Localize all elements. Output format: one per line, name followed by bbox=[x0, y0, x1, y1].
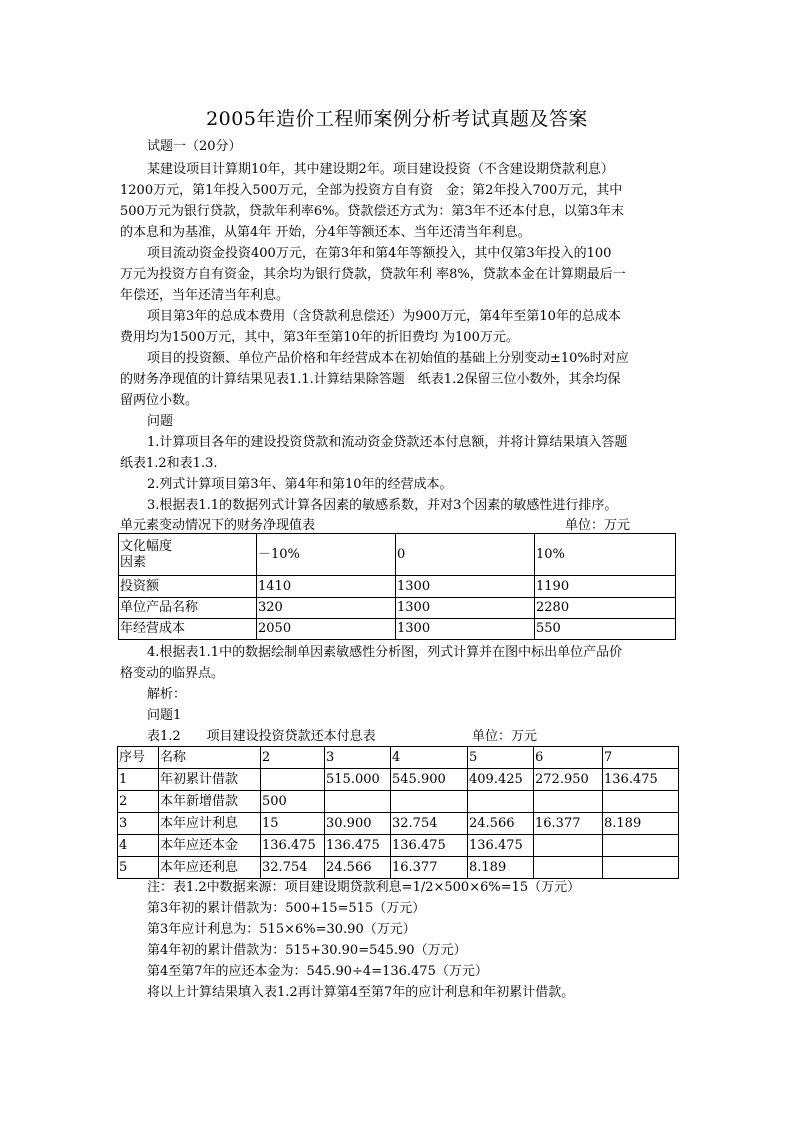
factor-cell: 年经营成本 bbox=[119, 619, 257, 640]
paragraph-line: 1200万元，第1年投入500万元，全部为投资方自有资 金；第2年投入700万元，其中 bbox=[120, 183, 623, 198]
value-cell: 1190 bbox=[535, 576, 676, 598]
question-line: 3.根据表1.1的数据列式计算各因素的敏感系数，并对3个因素的敏感性进行排序。 bbox=[147, 498, 618, 513]
table-cell: 545.900 bbox=[391, 769, 468, 791]
header-cell: 2 bbox=[261, 747, 325, 769]
table-cell bbox=[534, 791, 603, 813]
paragraph-line: 500万元为银行贷款，贷款年利率6%。贷款偿还方式为：第3年不还本付息，以第3年末 bbox=[120, 204, 624, 219]
table-cell: 15 bbox=[261, 813, 325, 835]
questions-heading: 问题 bbox=[147, 414, 174, 429]
header-cell bbox=[119, 534, 257, 576]
value-cell: 1300 bbox=[396, 598, 535, 619]
table-cell: 5 bbox=[118, 857, 159, 879]
table2-caption: 表1.2 项目建设投资贷款还本付息表 bbox=[147, 729, 376, 744]
table-row bbox=[118, 813, 679, 835]
paragraph-line: 项目第3年的总成本费用（含贷款利息偿还）为900万元，第4年至第10年的总成本 bbox=[147, 309, 621, 324]
table-cell: 272.950 bbox=[534, 769, 603, 791]
question1-heading: 试题一（20分） bbox=[147, 139, 242, 154]
table-cell bbox=[261, 769, 325, 791]
header-cell: 0 bbox=[396, 534, 535, 576]
problem1-heading: 问题1 bbox=[147, 708, 182, 723]
table-cell: 3 bbox=[118, 813, 159, 835]
value-cell: 1300 bbox=[396, 576, 535, 598]
table-cell: 515.000 bbox=[325, 769, 391, 791]
table-cell: 8.189 bbox=[603, 813, 679, 835]
table-row bbox=[118, 835, 679, 857]
table-cell: 8.189 bbox=[468, 857, 534, 879]
analysis-heading: 解析： bbox=[147, 687, 187, 702]
header-cell: 4 bbox=[391, 747, 468, 769]
table-row bbox=[119, 576, 676, 598]
note-line: 第3年应计利息为：515×6%=30.90（万元） bbox=[147, 922, 416, 937]
page-title: 2005年造价工程师案例分析考试真题及答案 bbox=[206, 108, 588, 130]
table2-unit: 单位：万元 bbox=[472, 729, 538, 744]
loan-repayment-table bbox=[117, 746, 679, 879]
value-cell: 1300 bbox=[396, 619, 535, 640]
question-line: 2.列式计算项目第3年、第4年和第10年的经营成本。 bbox=[147, 477, 453, 492]
paragraph-line: 年偿还，当年还清当年利息。 bbox=[120, 288, 290, 303]
table-cell bbox=[391, 791, 468, 813]
table-cell bbox=[534, 835, 603, 857]
question-line: 格变动的临界点。 bbox=[120, 666, 225, 681]
question-line: 纸表1.2和表1.3. bbox=[120, 456, 218, 471]
header-cell: 序号 bbox=[118, 747, 159, 769]
table-cell bbox=[603, 835, 679, 857]
table-cell: 136.475 bbox=[391, 835, 468, 857]
table-cell: 24.566 bbox=[468, 813, 534, 835]
value-cell: 2280 bbox=[535, 598, 676, 619]
header-top-label: 文化幅度 bbox=[120, 538, 173, 554]
table-row bbox=[119, 598, 676, 619]
table-cell: 32.754 bbox=[261, 857, 325, 879]
table-cell: 16.377 bbox=[391, 857, 468, 879]
paragraph-line: 某建设项目计算期10年，其中建设期2年。项目建设投资（不含建设期贷款利息） bbox=[147, 162, 614, 177]
question-line: 4.根据表1.1中的数据绘制单因素敏感性分析图，列式计算并在图中标出单位产品价 bbox=[147, 645, 623, 660]
header-bottom-label: 因素 bbox=[120, 554, 147, 570]
table-cell: 4 bbox=[118, 835, 159, 857]
paragraph-line: 费用均为1500万元，其中，第3年至第10年的折旧费均 为100万元。 bbox=[120, 330, 519, 345]
table-cell: 1 bbox=[118, 769, 159, 791]
table-cell bbox=[603, 791, 679, 813]
paragraph-line: 的财务净现值的计算结果见表1.1.计算结果除答题 纸表1.2保留三位小数外，其余均保 bbox=[120, 372, 621, 387]
table-cell: 年初累计借款 bbox=[159, 769, 261, 791]
factor-cell: 单位产品名称 bbox=[119, 598, 257, 619]
header-cell: 3 bbox=[325, 747, 391, 769]
header-cell: －10% bbox=[257, 534, 396, 576]
table-cell: 本年应还本金 bbox=[159, 835, 261, 857]
table-row bbox=[119, 619, 676, 640]
table-row bbox=[118, 769, 679, 791]
table-row bbox=[118, 791, 679, 813]
paragraph-line: 项目的投资额、单位产品价格和年经营成本在初始值的基础上分别变动±10%时对应 bbox=[147, 351, 629, 366]
table-cell bbox=[603, 857, 679, 879]
table-cell: 24.566 bbox=[325, 857, 391, 879]
value-cell: 1410 bbox=[257, 576, 396, 598]
table-cell bbox=[325, 791, 391, 813]
paragraph-line: 项目流动资金投资400万元，在第3年和第4年等额投入，其中仅第3年投入的100 bbox=[147, 246, 612, 261]
value-cell: 2050 bbox=[257, 619, 396, 640]
factor-cell: 投资额 bbox=[119, 576, 257, 598]
table-header-row bbox=[119, 534, 676, 576]
header-cell: 7 bbox=[603, 747, 679, 769]
header-cell: 5 bbox=[468, 747, 534, 769]
value-cell: 320 bbox=[257, 598, 396, 619]
table-cell bbox=[534, 857, 603, 879]
table-cell: 32.754 bbox=[391, 813, 468, 835]
header-cell: 10% bbox=[535, 534, 676, 576]
table-cell: 136.475 bbox=[261, 835, 325, 857]
table-cell bbox=[468, 791, 534, 813]
table-cell: 16.377 bbox=[534, 813, 603, 835]
note-line: 第4至第7年的应还本金为：545.90÷4=136.475（万元） bbox=[147, 964, 488, 979]
table-cell: 136.475 bbox=[603, 769, 679, 791]
value-cell: 550 bbox=[535, 619, 676, 640]
table1-unit: 单位：万元 bbox=[565, 518, 631, 533]
table-cell: 500 bbox=[261, 791, 325, 813]
table-cell: 本年应还利息 bbox=[159, 857, 261, 879]
question-line: 1.计算项目各年的建设投资贷款和流动资金贷款还本付息额，并将计算结果填入答题 bbox=[147, 435, 628, 450]
table-header-row bbox=[118, 747, 679, 769]
table-cell: 30.900 bbox=[325, 813, 391, 835]
header-cell: 名称 bbox=[159, 747, 261, 769]
table-cell: 136.475 bbox=[325, 835, 391, 857]
note-line: 注：表1.2中数据来源：项目建设期贷款利息=1/2×500×6%=15（万元） bbox=[147, 880, 581, 895]
note-line: 第4年初的累计借款为：515+30.90=545.90（万元） bbox=[147, 943, 467, 958]
table-cell: 136.475 bbox=[468, 835, 534, 857]
table-cell: 本年新增借款 bbox=[159, 791, 261, 813]
note-line: 第3年初的累计借款为：500+15=515（万元） bbox=[147, 901, 426, 916]
sensitivity-table bbox=[118, 533, 676, 640]
table-cell: 409.425 bbox=[468, 769, 534, 791]
note-line: 将以上计算结果填入表1.2再计算第4至第7年的应计利息和年初累计借款。 bbox=[147, 985, 575, 1000]
paragraph-line: 留两位小数。 bbox=[120, 393, 199, 408]
table-cell: 本年应计利息 bbox=[159, 813, 261, 835]
paragraph-line: 的本息和为基准，从第4年 开始，分4年等额还本、当年还清当年利息。 bbox=[120, 225, 531, 240]
paragraph-line: 万元为投资方自有资金，其余均为银行贷款，贷款年利 率8%，贷款本金在计算期最后一 bbox=[120, 267, 626, 282]
header-cell: 6 bbox=[534, 747, 603, 769]
table-cell: 2 bbox=[118, 791, 159, 813]
table1-caption: 单元素变动情况下的财务净现值表 bbox=[120, 518, 316, 533]
table-row bbox=[118, 857, 679, 879]
